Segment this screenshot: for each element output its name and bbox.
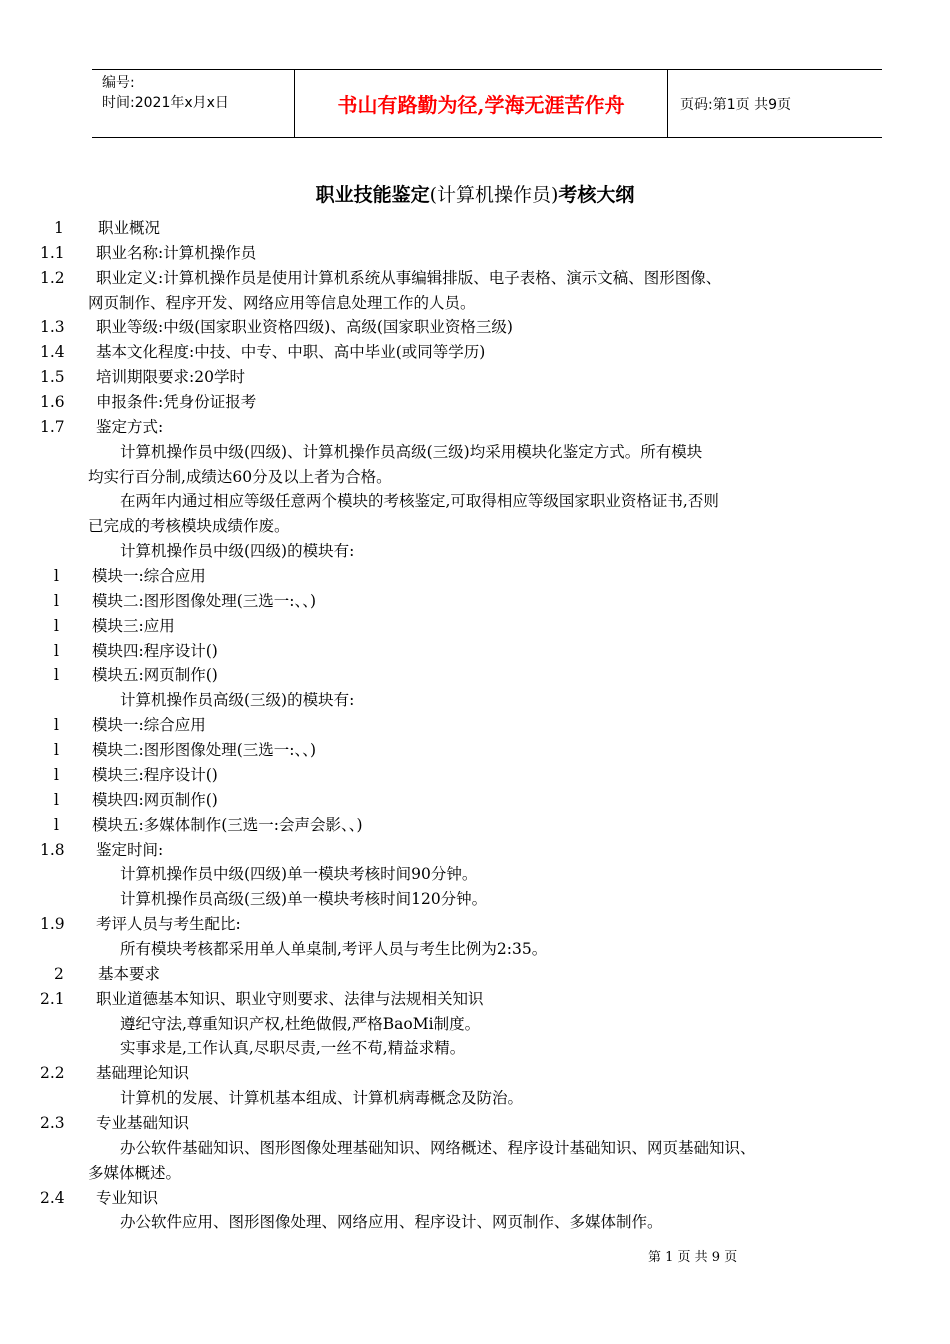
body-line: 办公软件基础知识、图形图像处理基础知识、网络概述、程序设计基础知识、网页基础知识、 xyxy=(120,1139,756,1157)
body-line: 遵纪守法,尊重知识产权,杜绝做假,严格BaoMi制度。 xyxy=(120,1015,481,1033)
line-number: l xyxy=(54,716,59,734)
body-line: 基本文化程度:中技、中专、中职、高中毕业(或同等学历) xyxy=(96,343,486,361)
body-line: 鉴定时间: xyxy=(96,841,164,859)
body-line: 计算机操作员中级(四级)的模块有: xyxy=(120,542,355,560)
line-number: 2 xyxy=(54,965,64,983)
header-page-info: 页码:第1页 共9页 xyxy=(680,96,791,113)
body-line: 职业定义:计算机操作员是使用计算机系统从事编辑排版、电子表格、演示文稿、图形图像、 xyxy=(96,269,722,287)
body-line: 专业基础知识 xyxy=(96,1114,190,1132)
body-line: 计算机的发展、计算机基本组成、计算机病毒概念及防治。 xyxy=(120,1089,524,1107)
line-number: 2.4 xyxy=(40,1189,65,1207)
line-number: l xyxy=(54,642,59,660)
body-line: 模块五:多媒体制作(三选一:会声会影、、) xyxy=(92,816,363,834)
line-number: 1.5 xyxy=(40,368,65,386)
body-line: 模块一:综合应用 xyxy=(92,716,206,734)
header-meta xyxy=(92,70,295,137)
body-line: 计算机操作员中级(四级)单一模块考核时间90分钟。 xyxy=(120,865,478,883)
title-main-b: 考核大纲 xyxy=(558,184,635,206)
doc-date: 时间:2021年x月x日 xyxy=(102,95,229,111)
line-number: 1.7 xyxy=(40,418,65,436)
body-line: 在两年内通过相应等级任意两个模块的考核鉴定,可取得相应等级国家职业资格证书,否则 xyxy=(120,492,719,510)
body-line: 模块三:应用 xyxy=(92,617,175,635)
body-line: 实事求是,工作认真,尽职尽责,一丝不苟,精益求精。 xyxy=(120,1039,466,1057)
page-footer: 第 1 页 共 9 页 xyxy=(648,1250,738,1265)
line-number: l xyxy=(54,567,59,585)
body-line: 所有模块考核都采用单人单桌制,考评人员与考生比例为2:35。 xyxy=(120,940,548,958)
body-line: 职业名称:计算机操作员 xyxy=(96,244,257,262)
body-line: 专业知识 xyxy=(96,1189,159,1207)
body-line: 多媒体概述。 xyxy=(88,1164,182,1182)
line-number: 2.3 xyxy=(40,1114,65,1132)
body-line: 鉴定方式: xyxy=(96,418,164,436)
body-line: 培训期限要求:20学时 xyxy=(96,368,245,386)
line-number: 1.8 xyxy=(40,841,65,859)
body-line: 办公软件应用、图形图像处理、网络应用、程序设计、网页制作、多媒体制作。 xyxy=(120,1213,663,1231)
body-line: 计算机操作员中级(四级)、计算机操作员高级(三级)均采用模块化鉴定方式。所有模块 xyxy=(120,443,703,461)
body-line: 模块二:图形图像处理(三选一:、、) xyxy=(92,741,317,759)
body-line: 职业等级:中级(国家职业资格四级)、高级(国家职业资格三级) xyxy=(96,318,513,336)
body-line: 职业道德基本知识、职业守则要求、法律与法规相关知识 xyxy=(96,990,484,1008)
line-number: l xyxy=(54,766,59,784)
line-number: l xyxy=(54,791,59,809)
title-paren: (计算机操作员) xyxy=(429,184,559,206)
line-number: 1.4 xyxy=(40,343,65,361)
line-number: l xyxy=(54,816,59,834)
line-number: 2.2 xyxy=(40,1064,65,1082)
line-number: l xyxy=(54,617,59,635)
body-line: 模块五:网页制作() xyxy=(92,666,218,684)
body-line: 网页制作、程序开发、网络应用等信息处理工作的人员。 xyxy=(88,294,476,312)
body-line: 计算机操作员高级(三级)的模块有: xyxy=(120,691,355,709)
body-line: 基本要求 xyxy=(98,965,161,983)
line-number: 1 xyxy=(54,219,64,237)
body-line: 已完成的考核模块成绩作废。 xyxy=(88,517,290,535)
page-header xyxy=(92,69,882,138)
body-line: 模块二:图形图像处理(三选一:、、) xyxy=(92,592,317,610)
line-number: 2.1 xyxy=(40,990,65,1008)
line-number: 1.1 xyxy=(40,244,65,262)
body-line: 模块四:程序设计() xyxy=(92,642,218,660)
body-line: 模块三:程序设计() xyxy=(92,766,218,784)
body-line: 计算机操作员高级(三级)单一模块考核时间120分钟。 xyxy=(120,890,488,908)
doc-number-label: 编号: xyxy=(102,75,135,91)
body-line: 模块一:综合应用 xyxy=(92,567,206,585)
body-line: 基础理论知识 xyxy=(96,1064,190,1082)
body-line: 均实行百分制,成绩达60分及以上者为合格。 xyxy=(88,468,392,486)
header-motto: 书山有路勤为径,学海无涯苦作舟 xyxy=(295,70,668,137)
line-number: l xyxy=(54,666,59,684)
body-line: 申报条件:凭身份证报考 xyxy=(96,393,257,411)
line-number: 1.6 xyxy=(40,393,65,411)
body-line: 模块四:网页制作() xyxy=(92,791,218,809)
title-main-a: 职业技能鉴定 xyxy=(315,184,430,206)
line-number: 1.2 xyxy=(40,269,65,287)
line-number: l xyxy=(54,592,59,610)
page-title xyxy=(0,180,950,207)
body-line: 职业概况 xyxy=(98,219,161,237)
line-number: l xyxy=(54,741,59,759)
line-number: 1.3 xyxy=(40,318,65,336)
line-number: 1.9 xyxy=(40,915,65,933)
body-line: 考评人员与考生配比: xyxy=(96,915,241,933)
